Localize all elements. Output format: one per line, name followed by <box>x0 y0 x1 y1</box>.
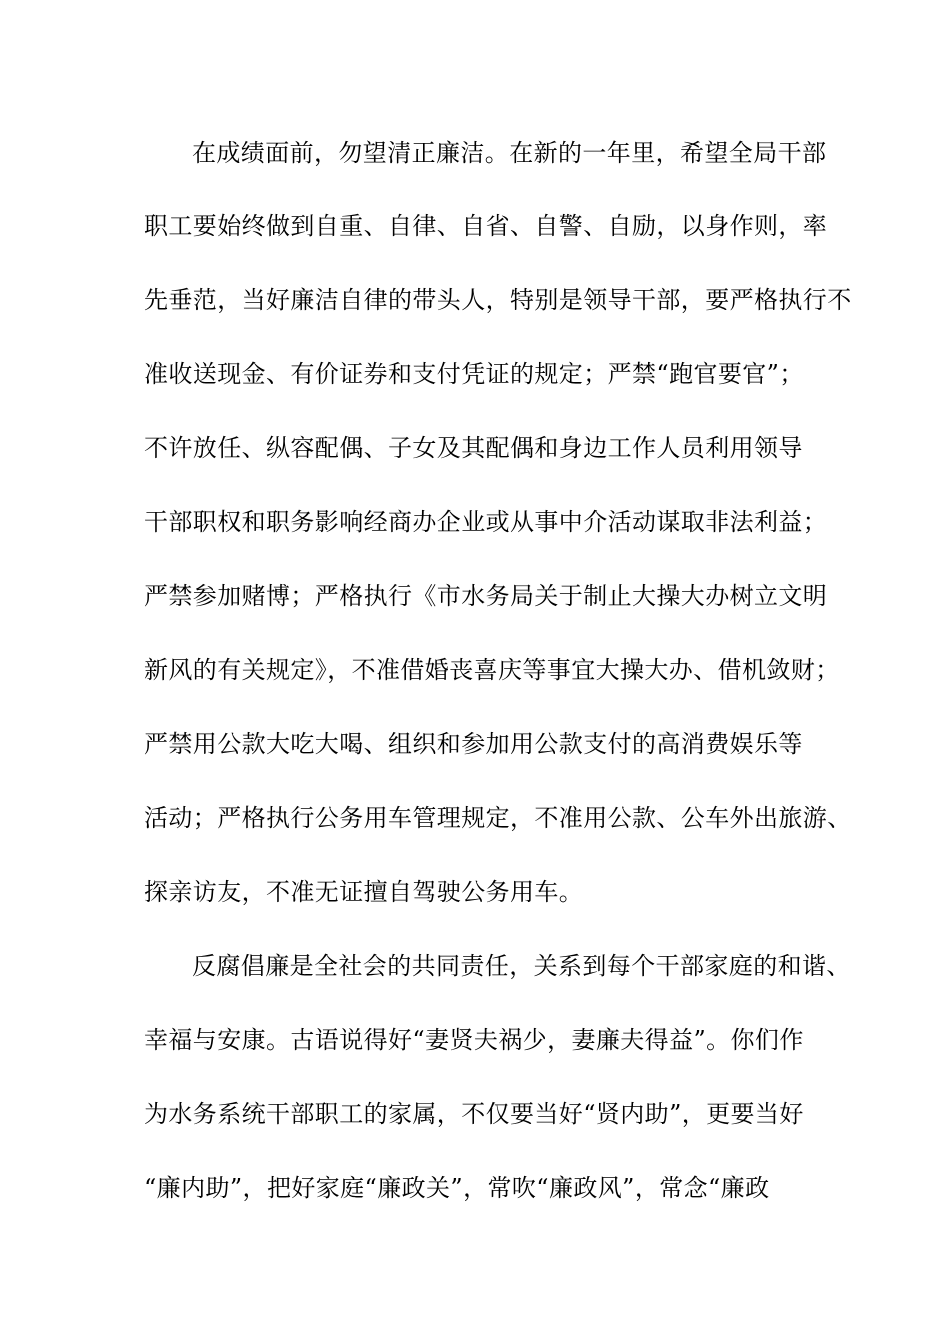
paragraph-1-line-11: 探亲访友，不准无证擅自驾驶公务用车。 <box>144 878 584 906</box>
paragraph-1-line-7: 严禁参加赌博；严格执行《市水务局关于制止大操大办树立文明 <box>144 582 828 610</box>
paragraph-1-line-10: 活动；严格执行公务用车管理规定，不准用公款、公车外出旅游、 <box>144 804 852 832</box>
paragraph-1-line-5: 不许放任、纵容配偶、子女及其配偶和身边工作人员利用领导 <box>144 434 803 462</box>
paragraph-1-line-1: 在成绩面前，勿望清正廉洁。在新的一年里，希望全局干部 <box>192 139 827 167</box>
paragraph-1-line-4: 准收送现金、有价证券和支付凭证的规定；严禁“跑官要官”； <box>144 360 804 388</box>
paragraph-2-line-1: 反腐倡廉是全社会的共同责任，关系到每个干部家庭的和谐、 <box>192 952 851 980</box>
paragraph-1-line-6: 干部职权和职务影响经商办企业或从事中介活动谋取非法利益； <box>144 508 828 536</box>
paragraph-1-line-2: 职工要始终做到自重、自律、自省、自警、自励，以身作则，率 <box>144 212 828 240</box>
paragraph-2-line-3: 为水务系统干部职工的家属，不仅要当好“贤内助”，更要当好 <box>144 1100 804 1128</box>
paragraph-2-line-4: “廉内助”，把好家庭“廉政关”，常吹“廉政风”，常念“廉政 <box>144 1174 770 1202</box>
paragraph-1-line-8: 新风的有关规定》，不准借婚丧喜庆等事宜大操大办、借机敛财； <box>144 656 840 684</box>
paragraph-2-line-2: 幸福与安康。古语说得好“妻贤夫祸少，妻廉夫得益”。你们作 <box>144 1026 804 1054</box>
paragraph-1-line-3: 先垂范，当好廉洁自律的带头人，特别是领导干部，要严格执行不 <box>144 286 852 314</box>
paragraph-1-line-9: 严禁用公款大吃大喝、组织和参加用公款支付的高消费娱乐等 <box>144 730 803 758</box>
